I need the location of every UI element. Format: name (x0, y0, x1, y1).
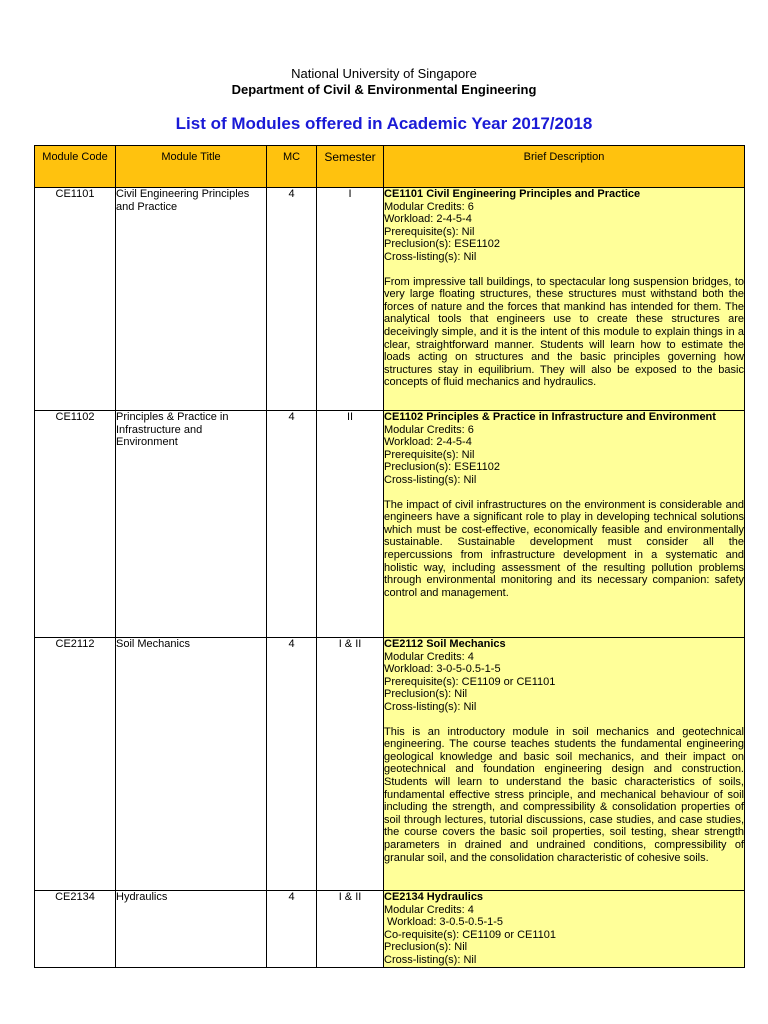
module-code: CE2134 (35, 891, 116, 968)
module-code: CE2112 (35, 638, 116, 891)
modular-credits: Modular Credits: 4 (384, 650, 474, 663)
preclusions: Preclusion(s): Nil (384, 941, 468, 954)
module-mc: 4 (267, 411, 317, 638)
preclusions: Preclusion(s): ESE1102 (384, 238, 500, 251)
table-row (35, 891, 745, 968)
table-header-row (35, 146, 745, 188)
modular-credits: Modular Credits: 6 (384, 423, 474, 436)
module-code: CE1101 (35, 188, 116, 411)
workload: Workload: 2-4-5-4 (384, 213, 472, 226)
prerequisites: Prerequisite(s): CE1109 or CE1101 (384, 675, 556, 688)
module-semester: I & II (317, 638, 384, 891)
module-semester: I & II (317, 891, 384, 968)
module-description (384, 411, 745, 638)
description-title: CE2134 Hydraulics (384, 891, 484, 903)
description-text: This is an introductory module in soil mechanics and geotechnical engineering. The course teaches students the fundamental engineering geological knowledge and basic soil mechanics, and their impact on geotechnical and foundation engineering design and construction. Students will learn to understand the basic characteristics of soils, fundamental effective stress principle, and mechanical behaviour of soil including the strength, and compressibility & consolidation properties of soil through lectures, tutorial discussions, case studies, and case studies, the course covers the basic soil properties, soil testing, shear strength parameters in drained and undrained conditions, compressibility of granular soil, and the consolidation characteristic of cohesive soils. (384, 725, 744, 864)
cross-listings: Cross-listing(s): Nil (384, 473, 477, 486)
page-title: List of Modules offered in Academic Year 2017/2018 (175, 114, 593, 133)
preclusions: Preclusion(s): Nil (384, 688, 468, 701)
corequisites: Co-requisite(s): CE1109 or CE1101 (384, 928, 557, 941)
modular-credits: Modular Credits: 6 (384, 200, 474, 213)
module-semester: II (317, 411, 384, 638)
prerequisites: Prerequisite(s): Nil (384, 448, 475, 461)
column-header-semester: Semester (317, 146, 384, 188)
description-title: CE1101 Civil Engineering Principles and Practice (384, 188, 641, 200)
modular-credits: Modular Credits: 4 (384, 903, 474, 916)
module-title: Soil Mechanics (116, 638, 267, 891)
table-row (35, 638, 745, 891)
university-name: National University of Singapore (291, 66, 477, 81)
preclusions: Preclusion(s): ESE1102 (384, 461, 500, 474)
modules-table (34, 145, 745, 968)
module-title: Civil Engineering Principles and Practice (116, 188, 267, 411)
module-description (384, 891, 745, 968)
module-description (384, 188, 745, 411)
module-mc: 4 (267, 638, 317, 891)
description-title: CE2112 Soil Mechanics (384, 638, 506, 650)
description-text: The impact of civil infrastructures on the environment is considerable and engineers have a significant role to play in developing technical solutions which must be cost-effective, economically feasible and environmentally sustainable. Sustainable development must consider all the repercussions from infrastructure development in a systematic and holistic way, including assessment of the resulting pollution problems through environmental monitoring and its necessary companion: safety control and management. (384, 498, 744, 599)
prerequisites: Prerequisite(s): Nil (384, 225, 475, 238)
cross-listings: Cross-listing(s): Nil (384, 953, 477, 966)
table-row (35, 411, 745, 638)
module-title: Principles & Practice in Infrastructure and Environment (116, 411, 267, 638)
cross-listings: Cross-listing(s): Nil (384, 250, 477, 263)
module-semester: I (317, 188, 384, 411)
description-text: From impressive tall buildings, to spectacular long suspension bridges, to very large floating structures, these structures must withstand both the forces of nature and the forces that mankind has intended for them. The analytical tools that engineers use to create these structures are deceivingly simple, and it is the intent of this module to explain things in a clear, straightforward manner. Students will learn how to estimate the loads acting on structures and the basic principles governing how structures stay in equilibrium. They will also be exposed to the basic concepts of fluid mechanics and hydraulics. (384, 275, 744, 389)
column-header-code: Module Code (35, 146, 116, 188)
workload: Workload: 2-4-5-4 (384, 436, 472, 449)
workload: Workload: 3-0-5-0.5-1-5 (384, 663, 501, 676)
column-header-description: Brief Description (384, 146, 745, 188)
column-header-mc: MC (267, 146, 317, 188)
table-row (35, 188, 745, 411)
module-mc: 4 (267, 891, 317, 968)
description-title: CE1102 Principles & Practice in Infrastructure and Environment (384, 411, 716, 423)
department-name: Department of Civil & Environmental Engineering (231, 82, 537, 97)
module-title: Hydraulics (116, 891, 267, 968)
workload: Workload: 3-0.5-0.5-1-5 (384, 916, 504, 929)
column-header-title: Module Title (116, 146, 267, 188)
module-mc: 4 (267, 188, 317, 411)
module-code: CE1102 (35, 411, 116, 638)
cross-listings: Cross-listing(s): Nil (384, 700, 477, 713)
module-description (384, 638, 745, 891)
